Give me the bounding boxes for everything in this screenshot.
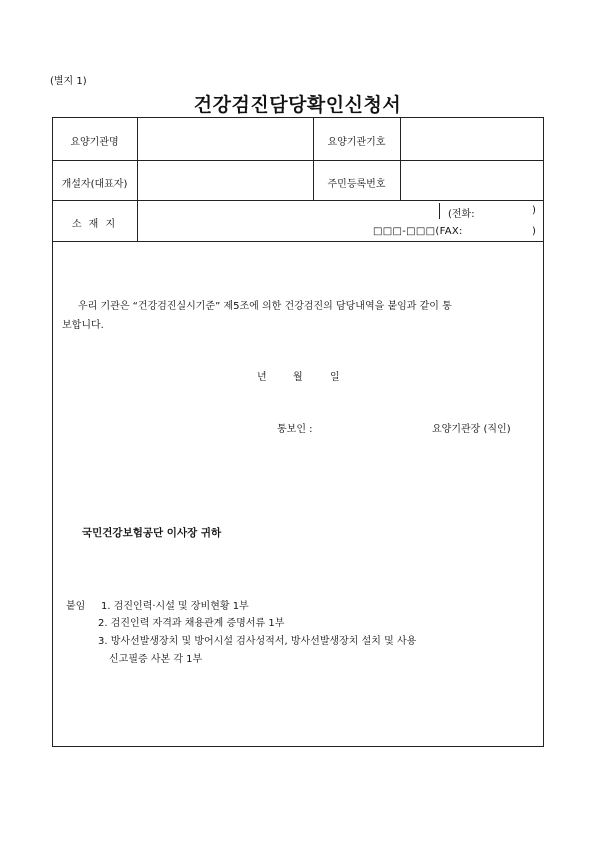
date-year: 년 bbox=[257, 372, 267, 383]
resident-number-field[interactable] bbox=[402, 162, 540, 198]
date-day: 일 bbox=[330, 372, 340, 383]
row-divider bbox=[52, 241, 543, 242]
founder-field[interactable] bbox=[139, 162, 311, 198]
row-divider bbox=[52, 200, 543, 201]
row-divider bbox=[52, 160, 543, 161]
recipient: 국민건강보험공단 이사장 귀하 bbox=[82, 527, 222, 539]
phone-close: ) bbox=[532, 205, 536, 216]
attachment-item-3: 3. 방사선발생장치 및 방어시설 검사성적서, 방사선발생장치 설치 및 사용 bbox=[98, 636, 417, 647]
address-label: 소 재 지 bbox=[71, 219, 118, 230]
body-paragraph-line1: 우리 기관은 “건강검진실시기준” 제5조에 의한 건강검진의 담당내역을 붙임과 같이 통 bbox=[78, 301, 452, 312]
phone-label: (전화: bbox=[448, 209, 475, 220]
attachment-item-1: 1. 검진인력·시설 및 장비현황 1부 bbox=[101, 601, 249, 612]
date-month: 월 bbox=[293, 372, 303, 383]
director-label: 요양기관장 (직인) bbox=[432, 424, 511, 435]
resident-number-label: 주민등록번호 bbox=[327, 179, 386, 190]
notifier-label: 통보인 : bbox=[277, 424, 313, 435]
founder-label: 개설자(대표자) bbox=[61, 179, 128, 190]
page-title: 건강검진담당확인신청서 bbox=[193, 94, 402, 116]
column-divider bbox=[137, 117, 138, 241]
body-paragraph-line2: 보합니다. bbox=[62, 320, 104, 331]
column-divider bbox=[400, 117, 401, 200]
institution-name-field[interactable] bbox=[139, 120, 311, 158]
fax-close: ) bbox=[532, 226, 536, 237]
phone-divider bbox=[439, 203, 440, 219]
institution-code-label: 요양기관기호 bbox=[327, 137, 386, 148]
annex-label: (별지 1) bbox=[50, 76, 87, 87]
attachment-item-3-continuation: 신고필증 사본 각 1부 bbox=[109, 654, 203, 665]
attachments-label: 붙임 bbox=[66, 601, 86, 612]
institution-code-field[interactable] bbox=[402, 120, 540, 158]
institution-name-label: 요양기관명 bbox=[70, 137, 119, 148]
attachment-item-2: 2. 검진인력 자격과 채용관계 증명서류 1부 bbox=[98, 618, 285, 629]
postal-fax-label: □□□-□□□(FAX: bbox=[373, 226, 463, 237]
